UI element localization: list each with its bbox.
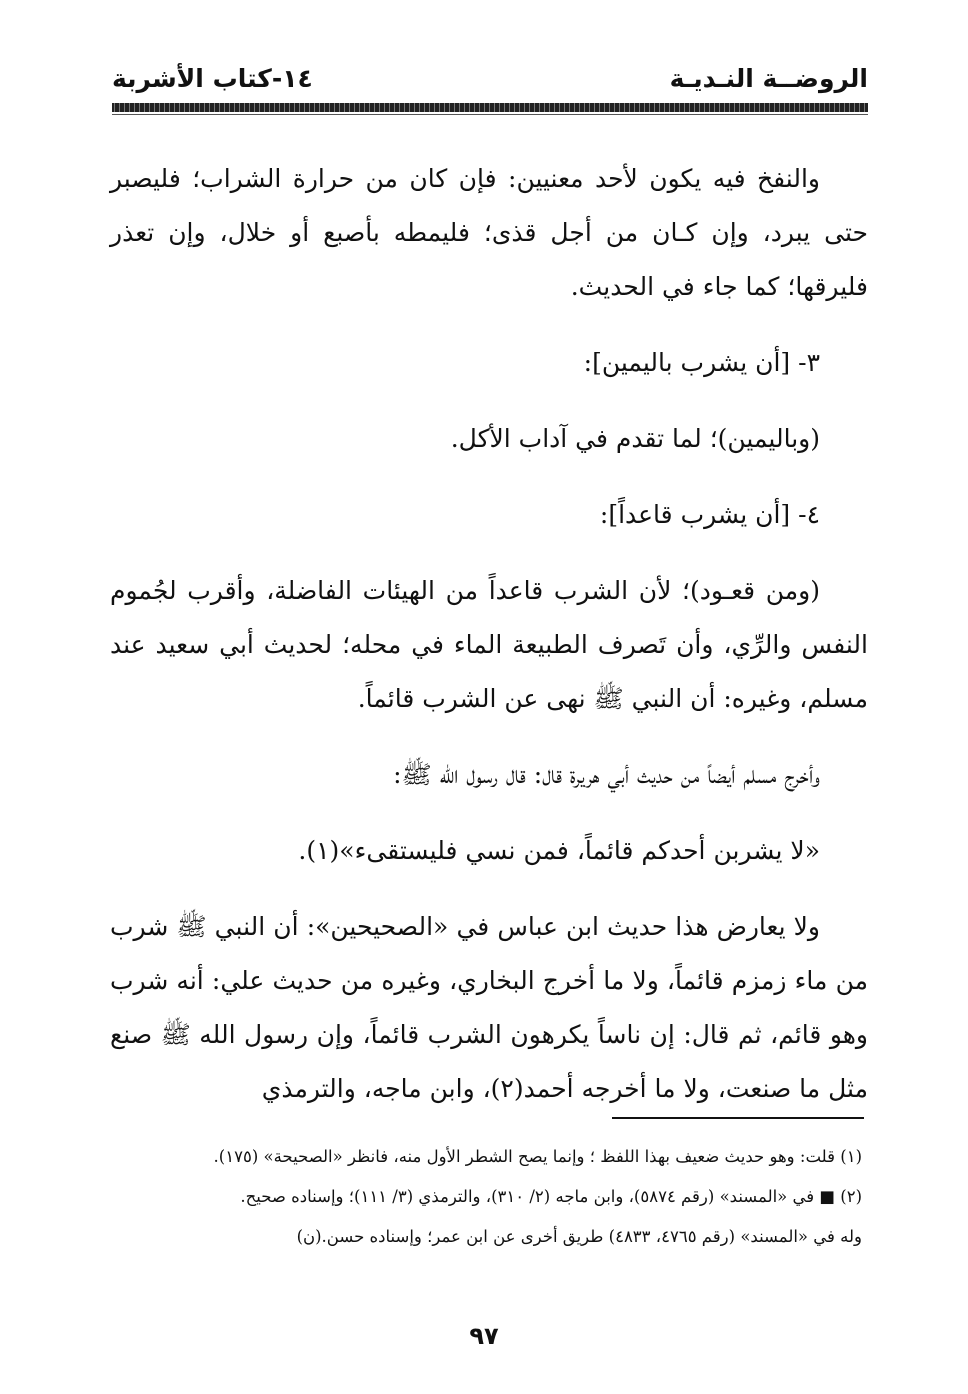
header-rule [112, 103, 868, 112]
chapter-title: ١٤-كتاب الأشربة [112, 64, 313, 93]
heading-sitting: ٤- [أن يشرب قاعداً]: [599, 500, 820, 529]
footnote-rule [612, 1117, 864, 1119]
paragraph-sitting: (ومن قعـود)؛ لأن الشرب قاعداً من الهيئات الفاضلة، وأقرب لجُموم النفس والرِّي، وأن تَصرف الطبيعة الماء في محله؛ لحديث أبي سعيد عند مسلم، وغيره: أن النبي ﷺ نهى عن الشرب قائماً. [110, 576, 868, 713]
footnote-2-continued: وله في «المسند» (رقم ٤٧٦٥، ٤٨٣٣) طريق أخرى عن ابن عمر؛ وإسناده حسن.(ن) [296, 1227, 862, 1246]
heading-right-hand: ٣- [أن يشرب باليمين]: [583, 348, 820, 377]
footnotes [110, 1137, 862, 1257]
paragraph-ibn-abbas: ولا يعارض هذا حديث ابن عباس في «الصحيحين»: أن النبي ﷺ شرب من ماء زمزم قائماً، ولا ما أخرج البخاري، وغيره من حديث علي: أنه شرب وهو قائم، ثم قال: إن ناساً يكرهون الشرب قائماً، وإن رسول الله ﷺ صنع مثل ما صنعت، ولا ما أخرجه أحمد(٢)، وابن ماجه، والترمذي [110, 912, 869, 1103]
footnote-2: (٢) ■ في «المسند» (رقم ٥٨٧٤)، وابن ماجه (٢/ ٣١٠)، والترمذي (٣/ ١١١)؛ وإسناده صحيح. [240, 1187, 862, 1206]
paragraph-hadith-quote: «لا يشربن أحدكم قائماً، فمن نسي فليستقىء»(١). [298, 836, 820, 865]
running-header [112, 62, 868, 102]
paragraph-right-hand: (وباليمين)؛ لما تقدم في آداب الأكل. [450, 424, 820, 453]
footnote-1: (١) قلت: وهو حديث ضعيف بهذا اللفظ ؛ وإنما يصح الشطر الأول منه، فانظر «الصحيحة» (١٧٥). [213, 1147, 862, 1166]
book-title: الروضــة النـديـة [669, 64, 868, 93]
paragraph-abu-hurayra: وأخرج مسلم أيضاً من حديث أبي هريرة قال: قال رسول الله ﷺ: [393, 760, 820, 789]
paragraph-blowing: والنفخ فيه يكون لأحد معنيين: فإن كان من حرارة الشراب؛ فليصبر حتى يبرد، وإن كـان من أجل قذى؛ فليمطه بأصبع أو خلال، وإن تعذر فليرقها؛ كما جاء في الحديث. [110, 164, 868, 301]
page-number: ٩٧ [469, 1322, 499, 1350]
body-text [110, 152, 868, 1138]
